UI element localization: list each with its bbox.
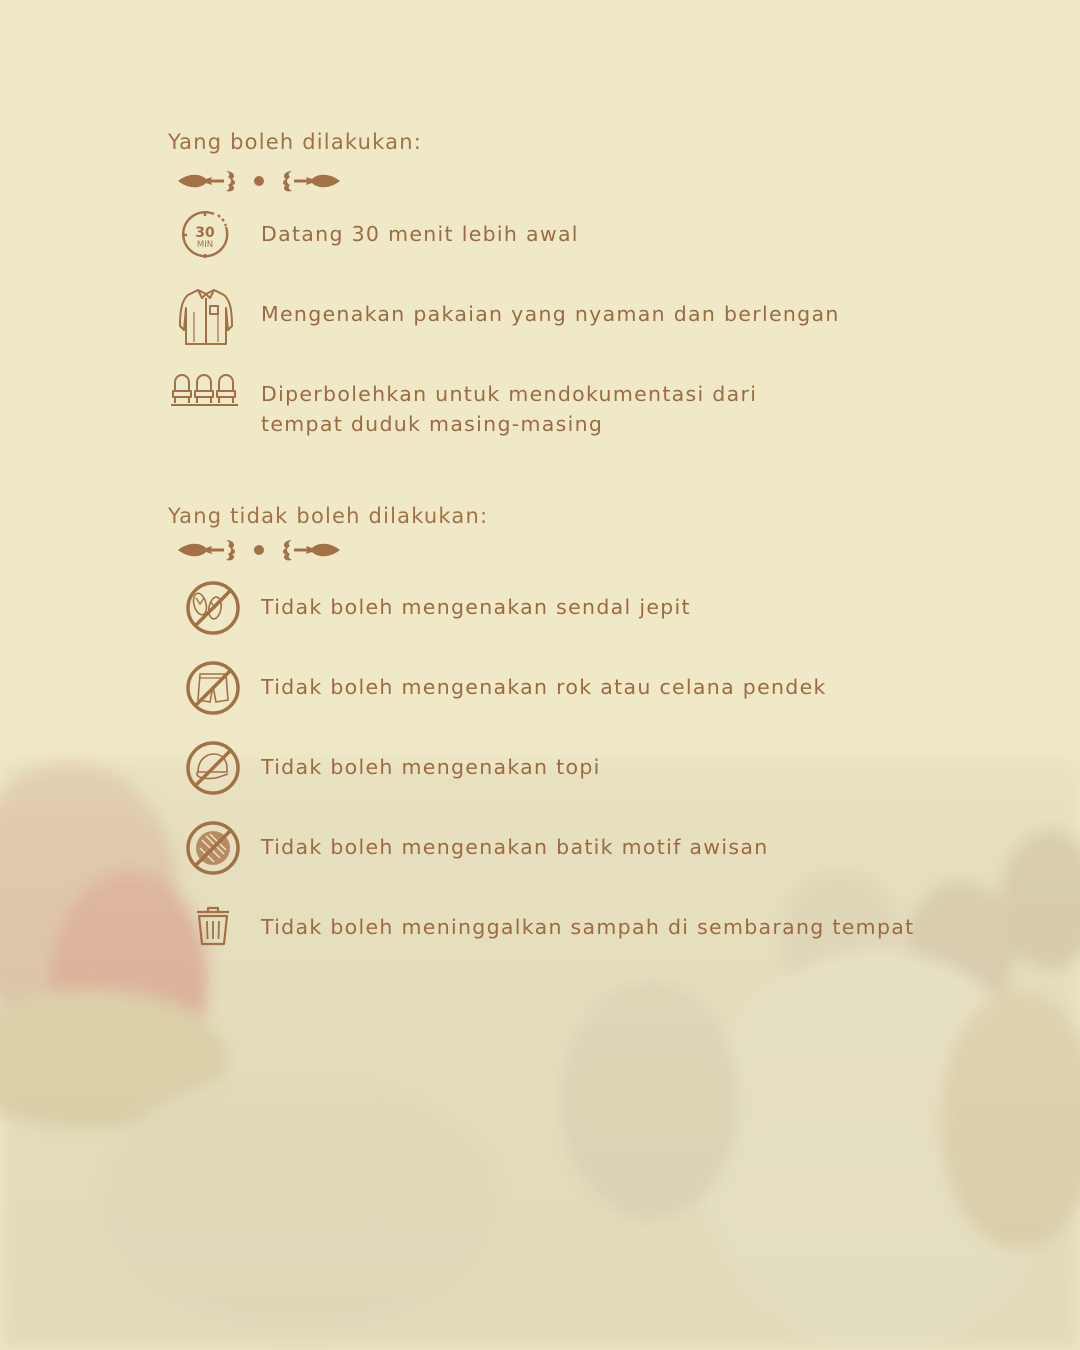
clock-icon-number: 30 (195, 225, 215, 241)
allowed-item-comfortable-clothes (170, 285, 1050, 347)
forbidden-item-text: Tidak boleh meninggalkan sampah di sembarang tempat (261, 915, 915, 939)
allowed-section-title: Yang boleh dilakukan: (168, 130, 422, 154)
seats-icon (170, 365, 242, 425)
forbidden-item-text: Tidak boleh mengenakan topi (261, 755, 601, 779)
forbidden-item-shorts (170, 658, 1050, 718)
forbidden-item-text: Tidak boleh mengenakan sendal jepit (261, 595, 691, 619)
flourish-ornament-icon (176, 534, 342, 566)
no-shorts-icon (170, 658, 242, 718)
clock-30-min-icon (170, 205, 242, 265)
forbidden-item-sandals (170, 578, 1050, 638)
forbidden-item-batik (170, 818, 1050, 878)
no-batik-icon (170, 818, 242, 878)
forbidden-item-litter (170, 898, 1050, 958)
no-sandals-icon (170, 578, 242, 638)
flourish-ornament-icon (176, 165, 342, 197)
forbidden-item-hat (170, 738, 1050, 798)
forbidden-section-title: Yang tidak boleh dilakukan: (168, 504, 489, 528)
allowed-item-documentation (170, 365, 1050, 445)
allowed-item-text-line2: tempat duduk masing-masing (261, 412, 604, 436)
forbidden-item-text: Tidak boleh mengenakan batik motif awisan (261, 835, 769, 859)
forbidden-item-text: Tidak boleh mengenakan rok atau celana pendek (261, 675, 827, 699)
shirt-icon (170, 285, 242, 347)
clock-icon-unit: MIN (196, 240, 214, 250)
no-hat-icon (170, 738, 242, 798)
allowed-item-text: Datang 30 menit lebih awal (261, 222, 579, 246)
trash-bin-icon (170, 898, 242, 958)
allowed-item-arrive-early (170, 205, 1050, 265)
allowed-item-text-line1: Diperbolehkan untuk mendokumentasi dari (261, 382, 758, 406)
allowed-item-text: Mengenakan pakaian yang nyaman dan berlengan (261, 302, 840, 326)
